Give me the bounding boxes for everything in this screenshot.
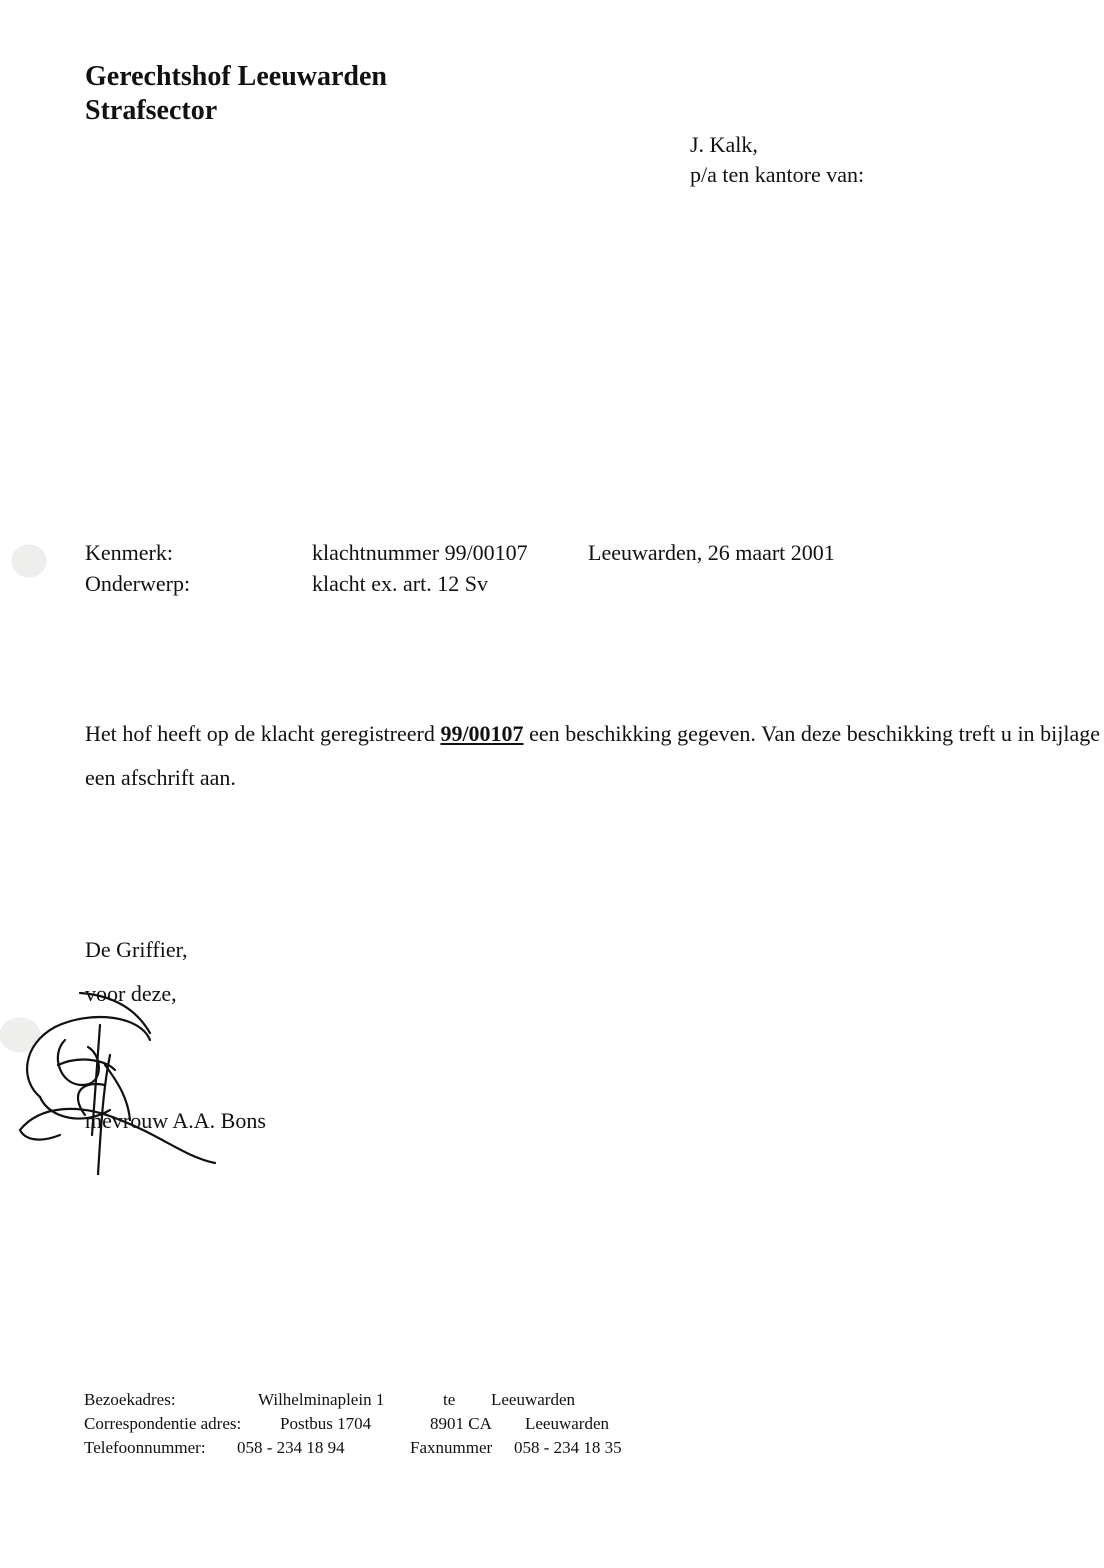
footer-visit-row [84, 1388, 622, 1412]
onderwerp-label: Onderwerp: [85, 571, 191, 596]
punch-hole-top [12, 545, 46, 577]
footer-contact [84, 1388, 622, 1460]
kenmerk-value: klachtnummer 99/00107 [312, 540, 528, 565]
body-text-after: een beschikking gegeven. Van deze beschikking treft u in bijlage een afschrift aan. [85, 721, 1101, 790]
court-division: Strafsector [85, 95, 218, 126]
visit-te: te [443, 1390, 456, 1409]
addressee-care-of: p/a ten kantore van: [690, 162, 865, 187]
fax-number: 058 - 234 18 35 [514, 1438, 622, 1457]
letter-date: Leeuwarden, 26 maart 2001 [588, 540, 835, 565]
correspondence-box: Postbus 1704 [280, 1414, 372, 1433]
correspondence-label: Correspondentie adres: [84, 1414, 242, 1433]
correspondence-postcode: 8901 CA [430, 1414, 492, 1433]
visit-label: Bezoekadres: [84, 1390, 176, 1409]
kenmerk-label: Kenmerk: [85, 540, 173, 565]
footer-correspondence-row [84, 1412, 622, 1436]
visit-city: Leeuwarden [491, 1390, 576, 1409]
addressee-name: J. Kalk, [690, 132, 758, 157]
footer-phone-row [84, 1436, 622, 1460]
signer-name: mevrouw A.A. Bons [85, 1108, 266, 1133]
onderwerp-value: klacht ex. art. 12 Sv [312, 571, 488, 596]
court-name: Gerechtshof Leeuwarden [85, 61, 387, 92]
addressee-block [690, 130, 864, 190]
closing-griffier: De Griffier, [85, 937, 188, 962]
phone-number: 058 - 234 18 94 [237, 1438, 345, 1457]
letterhead [85, 60, 387, 128]
visit-street: Wilhelminaplein 1 [258, 1390, 385, 1409]
correspondence-city: Leeuwarden [525, 1414, 610, 1433]
closing-voor-deze: voor deze, [85, 981, 177, 1006]
phone-label: Telefoonnummer: [84, 1438, 206, 1457]
body-text-before: Het hof heeft op de klacht geregistreerd [85, 721, 441, 746]
body-paragraph [85, 712, 1100, 800]
case-number: 99/00107 [440, 721, 524, 746]
fax-label: Faxnummer [410, 1438, 493, 1457]
handwritten-signature [10, 985, 220, 1175]
